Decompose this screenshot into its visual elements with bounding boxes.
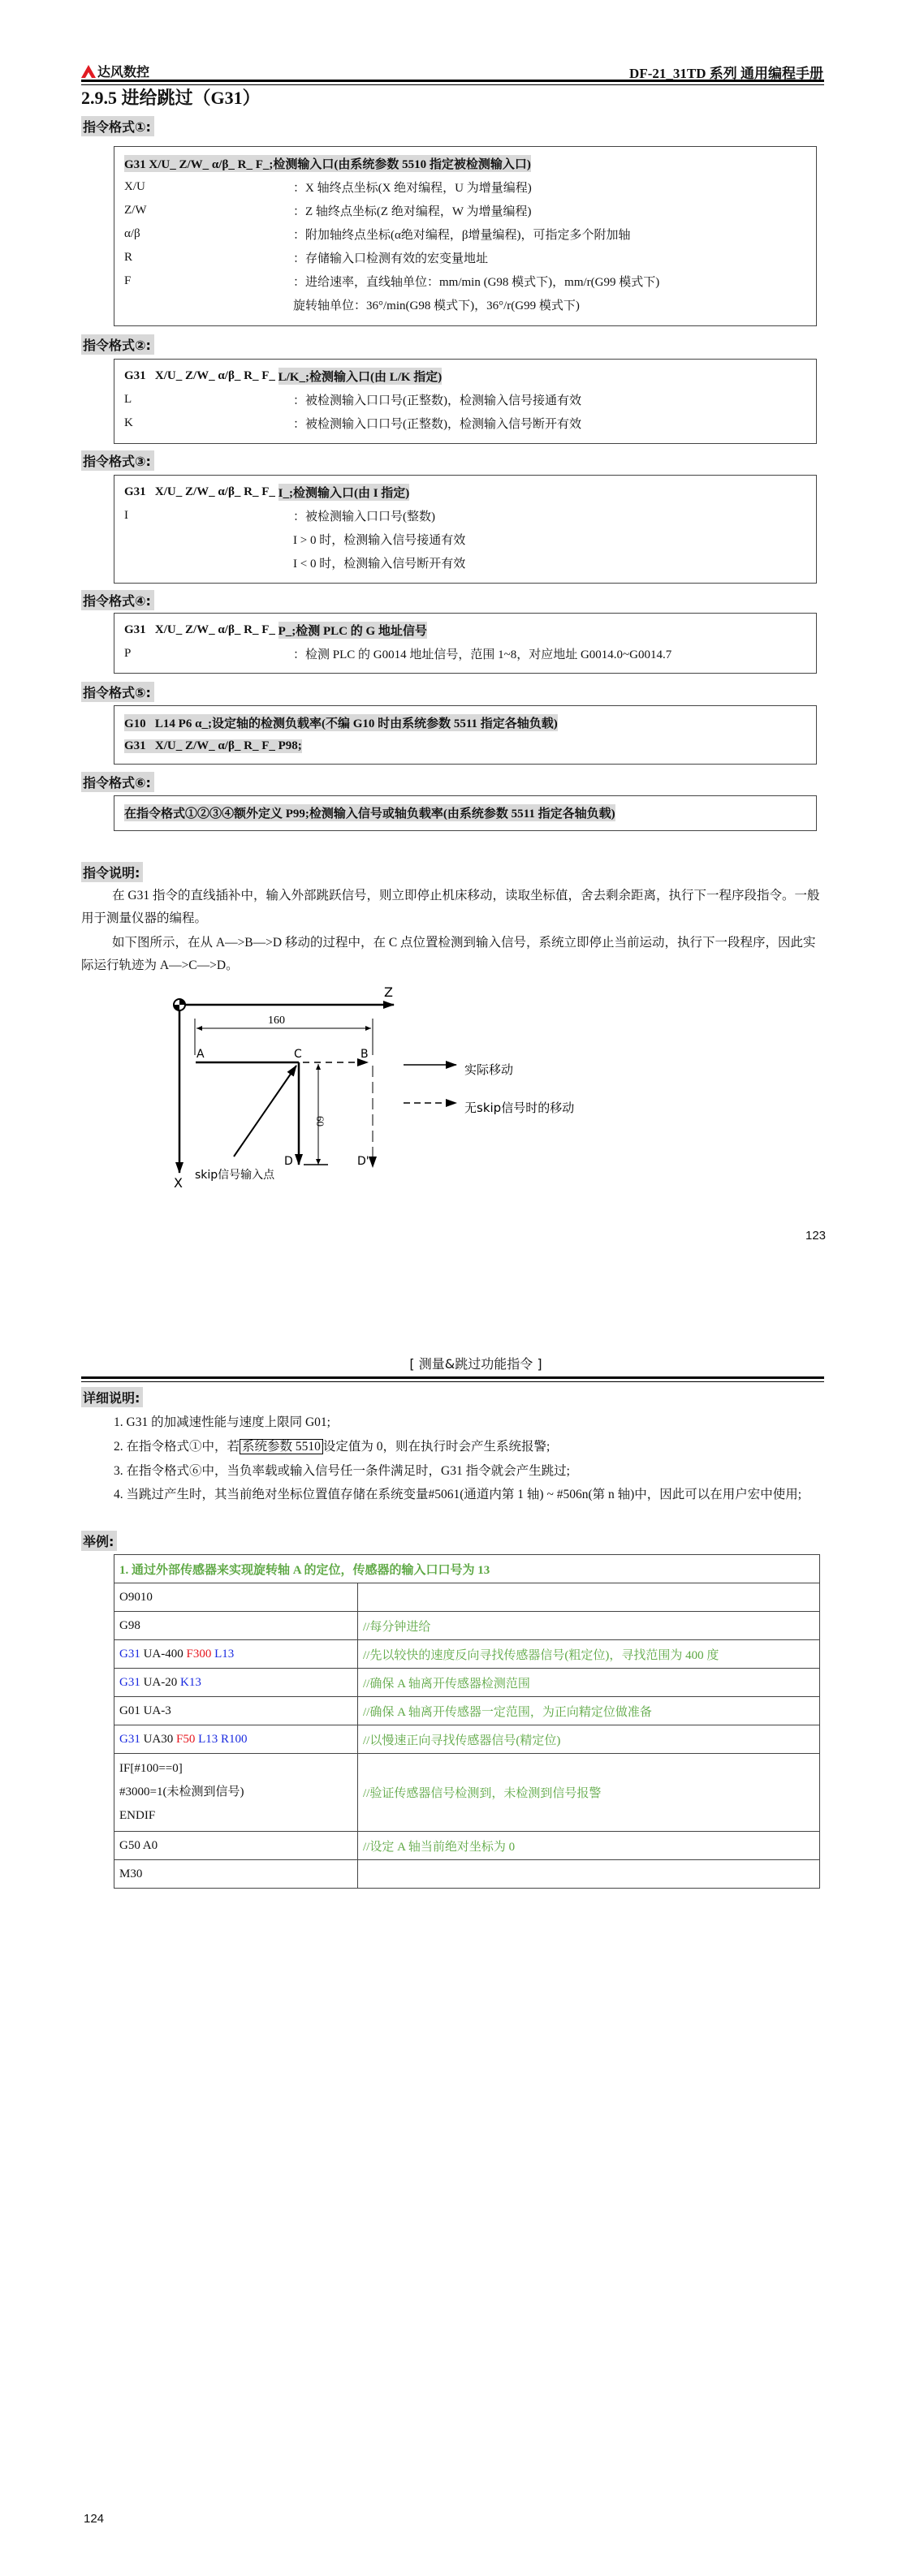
triangle-logo-icon [81, 65, 96, 78]
svg-text:X: X [174, 1175, 183, 1189]
explain-paragraph-1: 在 G31 指令的直线插补中，输入外部跳跃信号，则立即停止机床移动，读取坐标值，舍去剩余距离，执行下一程序段指令。一般用于测量仪器的编程。 [81, 889, 820, 925]
manual-title: DF-21_31TD 系列 通用编程手册 [629, 66, 823, 81]
page2-header-title: [ 测量&跳过功能指令 ] [409, 1356, 542, 1372]
format-6-label: 指令格式⑥: [81, 772, 154, 792]
svg-text:无skip信号时的移动: 无skip信号时的移动 [464, 1101, 575, 1115]
format-1-command: G31 X/U_ Z/W_ α/β_ R_ F_;检测输入口(由系统参数 5510 指定被检测输入口) [124, 155, 531, 172]
table-row: G01 UA-3 //确保 A 轴离开传感器一定范围，为正向精定位做准备 [114, 1697, 820, 1725]
svg-text:D': D' [357, 1155, 369, 1168]
svg-text:C: C [294, 1048, 302, 1061]
param-row: P ：检测 PLC 的 G0014 地址信号，范围 1~8，对应地址 G0014.0~G0014.7 [124, 647, 672, 661]
example-label: 举例: [81, 1531, 117, 1551]
format-2-command-prefix: G31 X/U_ Z/W_ α/β_ R_ F_ [124, 369, 278, 382]
g31-motion-diagram [162, 970, 812, 1189]
svg-text:D: D [284, 1155, 293, 1168]
system-param-5510-box: 系统参数 5510 [240, 1439, 323, 1454]
format-4-box [114, 613, 817, 674]
format-2-command-highlight: L/K_;检测输入口(由 L/K 指定) [278, 368, 443, 385]
param-row: I < 0 时，检测输入信号断开有效 [293, 558, 466, 571]
detail-item-2: 2. 在指令格式①中，若 系统参数 5510 设定值为 0，则在执行时会产生系统报警; [114, 1440, 550, 1454]
page2-header-rule [81, 1376, 824, 1382]
detail-item-4: 4. 当跳过产生时，其当前绝对坐标位置值存储在系统变量#5061(通道内第 1 轴) ~ #506n(第 n 轴)中，因此可以在用户宏中使用; [114, 1488, 802, 1501]
example-program-table [114, 1554, 820, 1889]
page-number-123: 123 [805, 1229, 827, 1243]
detail-item-1: 1. G31 的加减速性能与速度上限同 G01; [114, 1415, 330, 1429]
format-6-line-1: 在指令格式①②③④额外定义 P99;检测输入信号或轴负载率(由系统参数 5511 指定各轴负载) [124, 804, 615, 821]
param-row: I > 0 时，检测输入信号接通有效 [293, 534, 466, 547]
table-row: G31 UA-400 F300 L13 //先以较快的速度反向寻找传感器信号(粗定位)，寻找范围为 400 度 [114, 1640, 820, 1669]
format-5-box [114, 705, 817, 765]
table-title-row: 1. 通过外部传感器来实现旋转轴 A 的定位，传感器的输入口口号为 13 [114, 1555, 820, 1583]
table-row: G31 UA-20 K13 //确保 A 轴离开传感器检测范围 [114, 1669, 820, 1697]
table-row: IF[#100==0] #3000=1(未检测到信号) ENDIF //验证传感器信号检测到，未检测到信号报警 [114, 1754, 820, 1832]
detail-list [114, 1411, 824, 1484]
svg-text:160: 160 [268, 1014, 285, 1027]
format-5-label: 指令格式⑤: [81, 682, 154, 702]
param-row: F ：进给速率，直线轴单位：mm/min (G98 模式下)，mm/r(G99 模式下) [124, 274, 660, 289]
param-row: L ：被检测输入口口号(正整数)，检测输入信号接通有效 [124, 393, 581, 407]
company-logo [81, 62, 149, 80]
param-row: K ：被检测输入口口号(正整数)，检测输入信号断开有效 [124, 416, 581, 431]
section-title: 2.9.5 进给跳过（G31） [81, 88, 261, 108]
param-row: 旋转轴单位：36°/min(G98 模式下)，36°/r(G99 模式下) [293, 299, 580, 312]
format-3-command-highlight: I_;检测输入口(由 I 指定) [278, 484, 410, 501]
format-4-command-prefix: G31 X/U_ Z/W_ α/β_ R_ F_ [124, 623, 278, 636]
format-1-box [114, 146, 817, 326]
format-3-command-prefix: G31 X/U_ Z/W_ α/β_ R_ F_ [124, 485, 278, 498]
explain-label: 指令说明: [81, 862, 143, 882]
table-row: G50 A0 //设定 A 轴当前绝对坐标为 0 [114, 1832, 820, 1860]
format-5-line-2: G31 X/U_ Z/W_ α/β_ R_ F_ P98; [124, 739, 302, 752]
svg-text:60: 60 [314, 1116, 326, 1126]
svg-text:实际移动: 实际移动 [464, 1062, 514, 1077]
param-row: I ：被检测输入口口号(整数) [124, 509, 435, 523]
format-5-line-1: G10 L14 P6 α_;设定轴的检测负载率(不编 G10 时由系统参数 5511 指定各轴负载) [124, 714, 558, 731]
format-1-label: 指令格式①: [81, 116, 154, 136]
table-row: G31 UA30 F50 L13 R100 //以慢速正向寻找传感器信号(精定位) [114, 1725, 820, 1754]
param-row: R ：存储输入口检测有效的宏变量地址 [124, 251, 489, 265]
svg-text:Z: Z [384, 984, 393, 1000]
explain-paragraph-2: 如下图所示，在从 A—>B—>D 移动的过程中，在 C 点位置检测到输入信号，系统立即停止当前运动，执行下一段程序，因此实际运行轨迹为 A—>C—>D。 [81, 936, 816, 972]
format-6-box [114, 795, 817, 831]
table-row: M30 [114, 1860, 820, 1889]
detail-item-3: 3. 在指令格式⑥中，当负率载或输入信号任一条件满足时，G31 指令就会产生跳过; [114, 1464, 570, 1478]
format-2-box [114, 359, 817, 444]
table-row: G98 //每分钟进给 [114, 1612, 820, 1640]
format-3-label: 指令格式③: [81, 450, 154, 471]
param-row: X/U ：X 轴终点坐标(X 绝对编程，U 为增量编程) [124, 180, 532, 195]
param-row: Z/W ：Z 轴终点坐标(Z 绝对编程，W 为增量编程) [124, 204, 532, 218]
svg-text:A: A [196, 1048, 205, 1061]
svg-text:skip信号输入点: skip信号输入点 [195, 1169, 275, 1182]
format-4-label: 指令格式④: [81, 590, 154, 610]
param-row: α/β ：附加轴终点坐标(α绝对编程，β增量编程)，可指定多个附加轴 [124, 227, 631, 242]
detail-label: 详细说明: [81, 1387, 143, 1407]
format-4-command-highlight: P_;检测 PLC 的 G 地址信号 [278, 622, 427, 639]
page-number-124: 124 [84, 2512, 105, 2526]
format-2-label: 指令格式②: [81, 334, 154, 355]
logo-text: 达风数控 [97, 64, 150, 80]
format-3-box [114, 475, 817, 584]
svg-text:B: B [361, 1048, 369, 1061]
table-row: O9010 [114, 1583, 820, 1612]
